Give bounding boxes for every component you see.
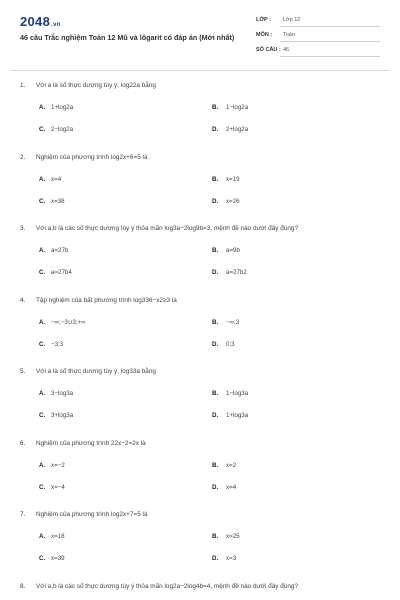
option-letter[interactable]: C. <box>39 340 46 348</box>
question-number: 7. <box>20 511 26 518</box>
option-letter[interactable]: D. <box>212 126 219 133</box>
question-text: Với a,b là các số thực dương tùy ý thỏa mãn log3a−2log9b=3, mệnh đề nào dưới đây đúng? <box>36 225 299 232</box>
question-text: Với a là số thực dương tùy ý, log22a bằng <box>36 82 156 89</box>
option-text[interactable]: 2−log2a <box>51 126 74 133</box>
question-number: 1. <box>20 82 26 89</box>
option-text[interactable]: a=27b4 <box>51 269 72 276</box>
option-letter[interactable]: D. <box>212 269 219 276</box>
question-number: 4. <box>20 296 26 304</box>
option-text[interactable]: x=4 <box>226 483 237 491</box>
question-number: 8. <box>20 582 26 590</box>
site-logo[interactable] <box>20 14 61 29</box>
option-text[interactable]: 2+log2a <box>226 126 249 133</box>
count-value: 46 <box>283 47 290 53</box>
option-text[interactable]: a=27b <box>51 247 69 254</box>
option-letter[interactable]: A. <box>39 175 46 183</box>
option-letter[interactable]: B. <box>212 247 219 254</box>
option-text[interactable]: 0;3 <box>226 340 235 348</box>
option-text[interactable]: x=−4 <box>51 483 65 491</box>
option-letter[interactable]: B. <box>212 390 219 397</box>
subject-value: Toán <box>283 32 295 38</box>
count-label: SỐ CÂU : <box>256 47 281 53</box>
class-label: LỚP : <box>256 17 271 23</box>
option-text[interactable]: −∞;−3∪3;+∞ <box>51 318 86 326</box>
option-text[interactable]: 1−log3a <box>226 390 249 397</box>
option-text[interactable]: 3+log3a <box>51 412 74 419</box>
option-letter[interactable]: B. <box>212 461 219 469</box>
option-letter[interactable]: A. <box>39 318 46 326</box>
option-text[interactable]: x=2 <box>226 461 237 469</box>
option-letter[interactable]: C. <box>39 412 46 419</box>
option-letter[interactable]: A. <box>39 104 46 111</box>
option-text[interactable]: −3;3 <box>51 340 64 348</box>
class-underline <box>280 26 380 27</box>
option-text[interactable]: 1−log2a <box>226 104 249 111</box>
option-text[interactable]: 1+log3a <box>226 412 249 419</box>
option-text[interactable]: x=19 <box>226 175 240 183</box>
option-letter[interactable]: C. <box>39 269 46 276</box>
question-text: Với a,b là các số thực dương tùy ý thỏa mãn log2a−2log4b=4, mệnh đề nào dưới đây đúng? <box>36 582 299 590</box>
option-text[interactable]: 1+log2a <box>51 104 74 111</box>
question-text: Nghiệm của phương trình 22x−2=2x là <box>36 439 146 447</box>
option-letter[interactable]: D. <box>212 555 219 562</box>
document-title: 46 câu Trắc nghiệm Toán 12 Mũ và lôgarit có đáp án (Mới nhất) <box>20 33 235 42</box>
option-letter[interactable]: C. <box>39 483 46 491</box>
option-text[interactable]: a=9b <box>226 247 240 254</box>
question-text: Tập nghiệm của bất phương trình log336−x2≥3 là <box>36 296 177 304</box>
option-letter[interactable]: B. <box>212 533 219 540</box>
option-letter[interactable]: C. <box>39 197 46 205</box>
question-text: Với a là số thực dương tùy ý, log33a bằng <box>36 368 156 375</box>
class-value: Lớp 12 <box>283 17 301 23</box>
question-text: Nghiệm của phương trình log2x+6=5 là <box>36 153 148 161</box>
option-text[interactable]: x=38 <box>51 197 65 205</box>
option-letter[interactable]: D. <box>212 483 219 491</box>
option-text[interactable]: x=−2 <box>51 461 65 469</box>
logo-main: 2048 <box>20 14 51 29</box>
option-letter[interactable]: B. <box>212 175 219 183</box>
option-text[interactable]: x=39 <box>51 555 65 562</box>
logo-suffix: .vn <box>51 22 61 28</box>
option-text[interactable]: x=3 <box>226 555 237 562</box>
option-text[interactable]: 3−log3a <box>51 390 74 397</box>
question-number: 3. <box>20 225 26 232</box>
option-letter[interactable]: C. <box>39 555 46 562</box>
header-divider <box>10 70 390 71</box>
question-number: 6. <box>20 439 26 447</box>
option-letter[interactable]: A. <box>39 390 46 397</box>
question-text: Nghiệm của phương trình log2x+7=5 là <box>36 511 148 518</box>
count-underline <box>280 56 380 57</box>
subject-underline <box>280 41 380 42</box>
option-text[interactable]: x=4 <box>51 175 62 183</box>
option-text[interactable]: x=26 <box>226 197 240 205</box>
question-number: 2. <box>20 153 26 161</box>
option-letter[interactable]: B. <box>212 104 219 111</box>
option-text[interactable]: x=25 <box>226 533 240 540</box>
option-letter[interactable]: B. <box>212 318 219 326</box>
option-letter[interactable]: A. <box>39 247 46 254</box>
option-letter[interactable]: A. <box>39 533 46 540</box>
option-text[interactable]: −∞;3 <box>226 318 240 326</box>
option-letter[interactable]: A. <box>39 461 46 469</box>
option-text[interactable]: a=27b2 <box>226 269 247 276</box>
option-letter[interactable]: D. <box>212 412 219 419</box>
option-letter[interactable]: D. <box>212 197 219 205</box>
subject-label: MÔN : <box>256 32 273 38</box>
option-text[interactable]: x=18 <box>51 533 65 540</box>
option-letter[interactable]: D. <box>212 340 219 348</box>
option-letter[interactable]: C. <box>39 126 46 133</box>
question-number: 5. <box>20 368 26 375</box>
